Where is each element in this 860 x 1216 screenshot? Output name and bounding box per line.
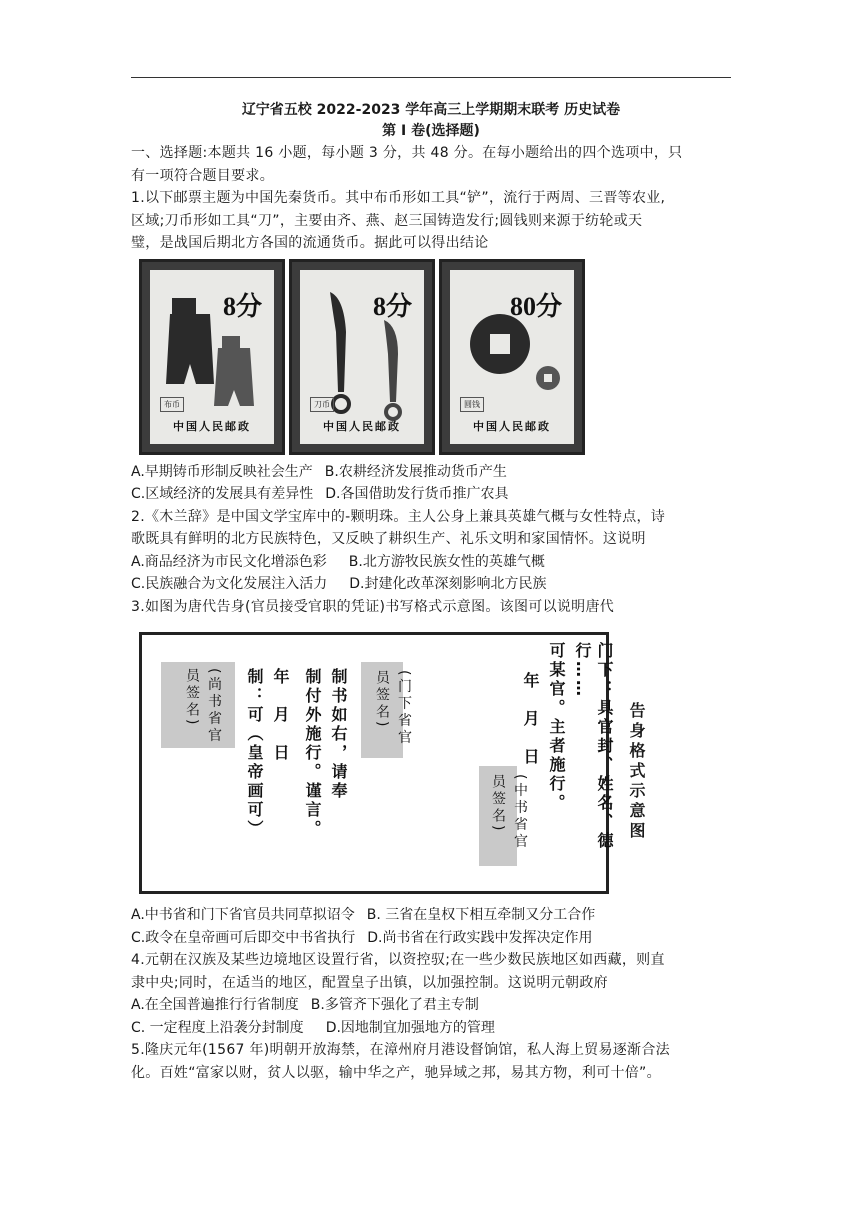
diagram-side-title: 告身格式示意图 [627,702,646,842]
diagram-col-zhishu: 制书如右，请奉 [329,668,348,801]
diagram-col-menxia: 门下：具官封、姓名、德行…… [573,642,614,851]
stamp-value: 8分 [222,291,262,321]
diagram-menxia-sign-block [361,662,412,758]
diagram-col-date-2: 年 月 日 [271,668,290,763]
diagram-col-zhike: 制：可（皇帝画可） [245,668,264,839]
diagram-col-kemou: 可某官。主者施行。 [547,642,566,813]
stamp-country: 中国人民邮政 [473,419,551,433]
q4-option-b[interactable]: B.多管齐下强化了君主专制 [310,997,479,1013]
diagram-col-date-1: 年 月 日 [521,672,540,767]
q1-option-b[interactable]: B.农耕经济发展推动货币产生 [324,463,507,480]
exam-subtitle: 第 I 卷(选择题) [382,123,480,139]
q2-option-d[interactable]: D.封建化改革深刻影响北方民族 [349,576,547,592]
question-5-stem: 5.隆庆元年(1567 年)明朝开放海禁，在漳州府月港设督饷馆，私人海上贸易逐渐合法 化。百姓“富家以财，贫人以驱，输中华之产，驰异域之邦，易其方物，利可十倍”。 [131,1042,670,1081]
stamp-country: 中国人民邮政 [323,419,401,433]
q1-option-c[interactable]: C.区域经济的发展具有差异性 [131,486,314,502]
stamp-spade-coin [139,259,285,455]
q4-option-d[interactable]: D.因地制宜加强地方的管理 [325,1019,495,1036]
stamp-images [139,259,731,455]
question-2-options-cd [131,573,731,596]
stamp-caption: 布币 [160,397,184,412]
stamp-round-coin [439,259,585,455]
diagram-zhongshu-sign-block [479,766,528,866]
section-intro: 一、选择题:本题共 16 小题，每小题 3 分，共 48 分。在每小题给出的四个选项中，只 有一项符合题目要求。 [131,145,683,184]
question-1-options-cd [131,483,731,506]
q4-option-a[interactable]: A.在全国普遍推行行省制度 [131,997,299,1013]
diagram-menxia-sign: (门下省官员签名) [374,670,412,747]
q3-option-d[interactable]: D.尚书省在行政实践中发挥决定作用 [367,929,593,946]
diagram-col-zhifu: 制付外施行。谨言。 [303,668,322,839]
diagram-shangshu-sign-block [161,662,235,748]
q2-option-c[interactable]: C.民族融合为文化发展注入活力 [131,576,328,592]
q3-option-c[interactable]: C.政令在皇帝画可后即交中书省执行 [131,929,356,946]
question-3-stem: 3.如图为唐代告身(官员接受官职的凭证)书写格式示意图。该图可以说明唐代 [131,598,615,615]
header-rule [131,77,731,78]
question-2-options-ab [131,551,731,574]
stamp-caption: 刀币 [310,397,334,412]
q4-option-c[interactable]: C. 一定程度上沿袭分封制度 [131,1019,304,1036]
q3-option-b[interactable]: B. 三省在皇权下相互牵制又分工合作 [366,907,596,923]
diagram-shangshu-sign: (尚书省官员签名) [184,668,222,745]
stamp-knife-coin [289,259,435,455]
q2-option-b[interactable]: B.北方游牧民族女性的英雄气概 [348,553,545,570]
exam-title: 辽宁省五校 2022-2023 学年高三上学期期末联考 历史试卷 [241,102,621,118]
stamp-caption: 圆钱 [460,397,484,412]
question-3-options-ab [131,904,731,927]
q3-option-a[interactable]: A.中书省和门下省官员共同草拟诏令 [131,907,355,923]
stamp-value: 80分 [509,291,562,321]
question-4-options-ab [131,994,731,1017]
q2-option-a[interactable]: A.商品经济为市民文化增添色彩 [131,553,327,570]
q1-option-a[interactable]: A.早期铸币形制反映社会生产 [131,463,313,480]
question-3-options-cd [131,927,731,950]
q1-option-d[interactable]: D.各国借助发行货币推广农具 [325,486,509,502]
question-4-options-cd [131,1017,731,1040]
question-1-options-ab [131,461,731,484]
question-2-stem: 2.《木兰辞》是中国文学宝库中的-颗明珠。主人公身上兼具英雄气概与女性特点，诗 歌既具有鲜明的北方民族特色，又反映了耕织生产、礼乐文明和家国情怀。这说明 [131,508,666,547]
diagram-zhongshu-sign: (中书省官员签名) [490,774,528,851]
stamp-country: 中国人民邮政 [173,419,251,433]
gaoshen-format-diagram [139,632,659,894]
exam-page [131,100,731,1084]
question-1-stem: 1.以下邮票主题为中国先秦货币。其中布币形如工具“铲”，流行于两周、三晋等农业, 区域;刀币形如工具“刀”，主要由齐、燕、赵三国铸造发行;圆钱则来源于纺轮或天 璧，是战国后期北方各国的流通货币。据此可以得出结论 [131,190,666,251]
question-4-stem: 4.元朝在汉族及某些边境地区设置行省，以资控驭;在一些少数民族地区如西藏，则直 隶中央;同时，在适当的地区，配置皇子出镇，以加强控制。这说明元朝政府 [131,952,665,991]
stamp-value: 8分 [372,291,412,321]
